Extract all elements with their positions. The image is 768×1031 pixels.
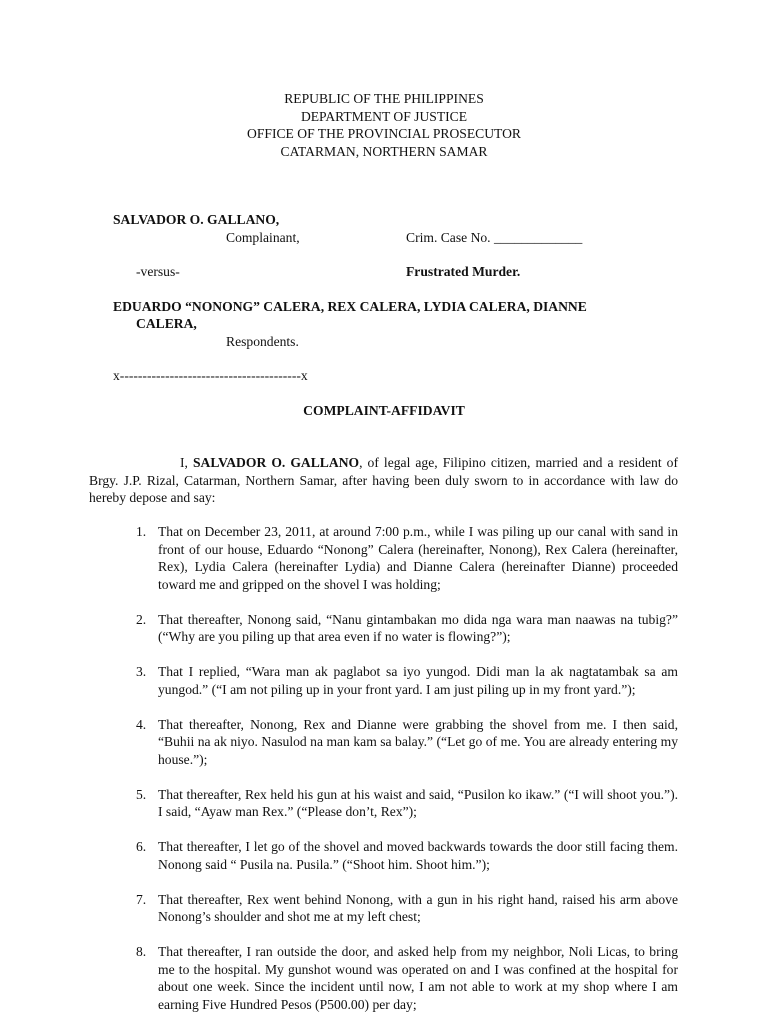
allegation-item	[0, 786, 678, 821]
caption-separator: x----------------------------------------x	[113, 368, 308, 383]
item-number: 8.	[136, 944, 147, 959]
item-text: That thereafter, Rex went behind Nonong, with a gun in his right hand, raised his arm above Nonong’s shoulder and shot me at my left chest;	[158, 891, 678, 924]
item-number: 2.	[136, 611, 147, 627]
item-number: 5.	[136, 786, 147, 802]
item-number: 6.	[136, 839, 147, 854]
respondents-role: Respondents.	[226, 334, 299, 349]
item-text: That thereafter, I let go of the shovel and moved backwards towards the door still facing them. Nonong said “ Pusila na. Pusila.” (“Shoot him. Shoot him.”);	[158, 839, 678, 872]
respondents-names-line2: CALERA,	[136, 316, 197, 331]
affiant-name: SALVADOR O. GALLANO	[192, 455, 360, 470]
intro-text: , of legal age, Filipino citizen, married and a resident of Brgy. J.P. Rizal, Catarman, Northern Samar, after having been duly sworn to in accordance with law do hereby depose and say:	[89, 455, 678, 505]
header-republic: REPUBLIC OF THE PHILIPPINES	[284, 91, 484, 106]
item-number: 4.	[136, 716, 147, 732]
allegations-list	[0, 523, 768, 1031]
item-number: 1.	[136, 524, 147, 539]
intro-prefix: I,	[180, 455, 193, 470]
header-department: DEPARTMENT OF JUSTICE	[300, 108, 468, 124]
allegation-item	[0, 943, 678, 1013]
item-text: That thereafter, Nonong, Rex and Dianne were grabbing the shovel from me. I then said, “Buhii na ak niyo. Nasulod na man kam sa balay.” (“Let go of me. You are already entering my house.”);	[158, 716, 678, 767]
case-number-label: Crim. Case No. _____________	[406, 230, 583, 245]
item-text: That I replied, “Wara man ak paglabot sa iyo yungod. Didi man la ak nagtatambak sa am yungod.” (“I am not piling up in your front yard. I am just piling up in my front yard.”);	[158, 664, 678, 697]
header-office: OFFICE OF THE PROVINCIAL PROSECUTOR	[247, 126, 521, 141]
item-text: That thereafter, Nonong said, “Nanu gintambakan mo dida nga wara man naawas na tubig?” (“Why are you piling up that area even if no water is flowing?”);	[158, 611, 678, 644]
versus-label: -versus-	[136, 264, 180, 279]
item-number: 7.	[136, 891, 147, 907]
offense-label: Frustrated Murder.	[406, 264, 521, 279]
document-title: COMPLAINT-AFFIDAVIT	[303, 403, 465, 418]
allegation-item	[0, 838, 678, 873]
header-location: CATARMAN, NORTHERN SAMAR	[280, 143, 488, 159]
allegation-item	[0, 663, 678, 698]
allegation-item	[0, 611, 678, 646]
item-number: 3.	[136, 664, 147, 679]
document-header	[0, 90, 768, 160]
item-text: That thereafter, I ran outside the door, and asked help from my neighbor, Noli Licas, to bring me to the hospital. My gunshot wound was operated on and I was confined at the hospital for about one week. Since the incident until now, I am not able to work at my shop where I am earning Five Hundred Pesos (P500.00) per day;	[158, 944, 678, 1012]
complainant-role: Complainant,	[226, 230, 300, 245]
item-text: That on December 23, 2011, at around 7:00 p.m., while I was piling up our canal with sand in front of our house, Eduardo “Nonong” Calera (hereinafter, Nonong), Rex Calera (hereinafter, Rex), Lydia Calera (hereinafter Lydia) and Dianne Calera (hereinafter Dianne) proceeded toward me and gripped on the shovel I was holding;	[158, 524, 678, 592]
allegation-item	[0, 523, 678, 593]
respondents-names-line1: EDUARDO “NONONG” CALERA, REX CALERA, LYDIA CALERA, DIANNE	[113, 299, 587, 314]
item-text: That thereafter, Rex held his gun at his waist and said, “Pusilon ko ikaw.” (“I will shoot you.”). I said, “Ayaw man Rex.” (“Please don’t, Rex”);	[158, 786, 678, 819]
complainant-name: SALVADOR O. GALLANO,	[113, 212, 280, 227]
allegation-item	[0, 716, 678, 769]
intro-paragraph	[89, 454, 678, 507]
allegation-item	[0, 891, 678, 926]
